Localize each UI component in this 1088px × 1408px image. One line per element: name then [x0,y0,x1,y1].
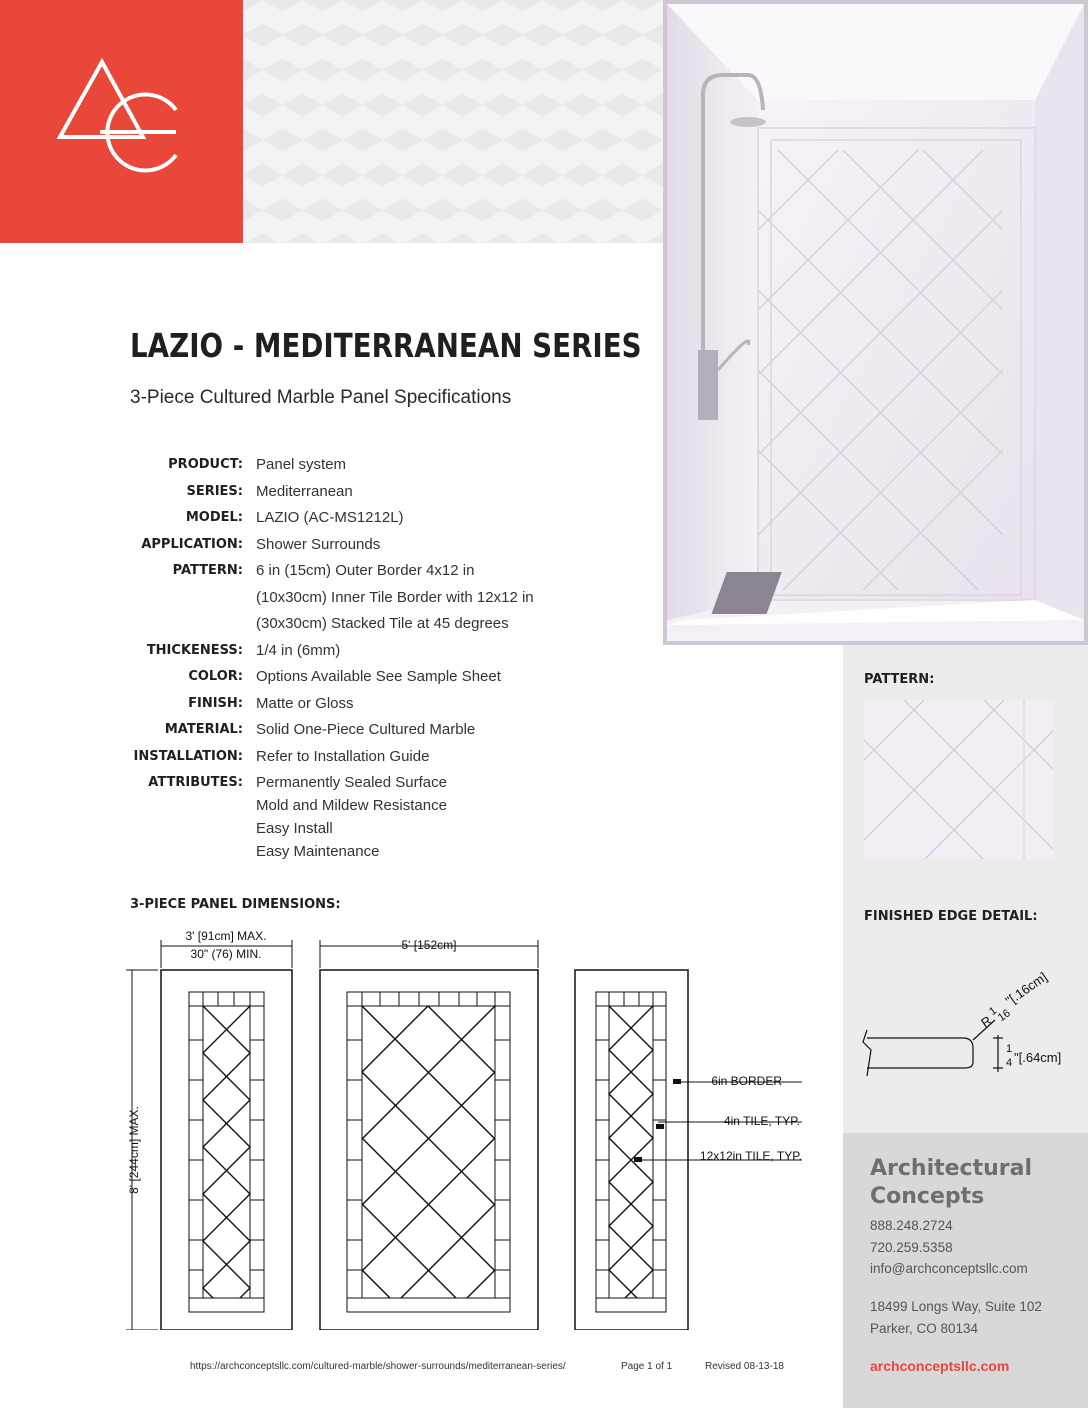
company-name [870,1155,1032,1211]
edge-radius-num: 1 [987,1004,999,1019]
edge-radius-prefix: R [978,1012,995,1031]
spec-value: (10x30cm) Inner Tile Border with 12x12 in [256,588,534,606]
spec-label: FINISH: [188,695,243,711]
page-title: LAZIO - MEDITERRANEAN SERIES [130,326,642,365]
spec-row-attributes [100,770,640,863]
brand-logo-block [0,0,243,243]
spec-row-model [100,505,640,532]
spec-label: SERIES: [186,483,243,499]
footer-page: Page 1 of 1 [621,1361,673,1372]
header-pattern-band [243,0,663,243]
spec-value: Panel system [256,456,347,473]
dimensions-heading: 3-PIECE PANEL DIMENSIONS: [130,897,341,912]
spec-value: Easy Install [256,820,333,837]
edge-thick-unit: "[.64cm] [1014,1050,1062,1065]
page-subtitle: 3-Piece Cultured Marble Panel Specifications [130,387,512,408]
edge-detail-heading: FINISHED EDGE DETAIL: [864,909,1038,924]
spec-label: MODEL: [185,510,243,525]
spec-label: COLOR: [188,669,243,684]
spec-value: Refer to Installation Guide [256,747,430,765]
spec-value: Matte or Gloss [256,694,354,712]
edge-detail-drawing [855,960,1075,1080]
address-line2: Parker, CO 80134 [870,1320,979,1336]
spec-row-installation [100,744,640,771]
tile-callout: 4in TILE, TYP. [723,1114,800,1128]
spec-value: 1/4 in (6mm) [256,641,341,659]
edge-radius-den: 16 [995,1007,1013,1025]
spec-row-application [100,532,640,559]
spec-value: Mediterranean [256,482,353,500]
spec-value: LAZIO (AC-MS1212L) [256,509,404,526]
spec-row-series [100,479,640,506]
company-name-line2: Concepts [870,1184,985,1209]
border-callout: 6in BORDER [711,1074,782,1088]
spec-row-thickness [100,638,640,665]
edge-thick-den: 4 [1006,1057,1013,1069]
pattern-swatch-image [864,700,1053,859]
email-link[interactable]: info@archconceptsllc.com [870,1261,1028,1276]
product-photo [663,0,1088,645]
contact-phone-email [870,1215,1028,1280]
spec-row-color [100,664,640,691]
phone-1[interactable]: 888.248.2724 [870,1218,953,1233]
spec-value: 6 in (15cm) Outer Border 4x12 in [256,562,475,579]
spec-row-finish [100,691,640,718]
spec-value: Easy Maintenance [256,843,380,860]
contact-address [870,1296,1042,1339]
side-width-min-label: 30" (76) MIN. [190,947,262,961]
spec-label: MATERIAL: [164,722,243,737]
edge-thick-num: 1 [1006,1043,1013,1055]
height-label: 8' [244cm] MAX. [127,1106,141,1194]
spec-value: Options Available See Sample Sheet [256,668,501,685]
spec-row-pattern [100,558,640,638]
spec-label: ATTRIBUTES: [148,775,243,790]
spec-label: INSTALLATION: [133,748,243,764]
spec-value: Shower Surrounds [256,535,381,553]
spec-label: PATTERN: [172,563,243,578]
spec-row-material [100,717,640,744]
svg-text:R 1 16 "[.16 [975,967,1055,1033]
panel-dimension-drawing [110,920,820,1330]
spec-row-product [100,452,640,479]
spec-value: (30x30cm) Stacked Tile at 45 degrees [256,615,509,632]
spec-value: Solid One-Piece Cultured Marble [256,721,476,738]
tile12-callout: 12x12in TILE, TYP. [699,1149,802,1163]
company-name-line1: Architectural [870,1156,1033,1181]
back-width-label: 5' [152cm] [401,938,457,952]
side-width-max-label: 3' [91cm] MAX. [185,929,267,943]
address-line1: 18499 Longs Way, Suite 102 [870,1299,1042,1314]
pattern-heading: PATTERN: [864,672,935,687]
phone-2[interactable]: 720.259.5358 [870,1239,953,1255]
spec-value: Permanently Sealed Surface [256,774,447,791]
website-link[interactable]: archconceptsllc.com [870,1358,1010,1374]
footer-url[interactable]: https://archconceptsllc.com/cultured-marble/shower-surrounds/mediterranean-series/ [190,1361,566,1372]
spec-label: APPLICATION: [141,536,243,552]
edge-radius-unit: "[.16cm] [1002,969,1050,1009]
spec-label: THICKENESS: [146,642,243,658]
spec-table [100,452,640,863]
spec-value: Mold and Mildew Resistance [256,797,447,814]
ac-logo-icon [0,0,243,243]
spec-label: PRODUCT: [168,457,243,472]
footer-revised: Revised 08-13-18 [705,1361,784,1372]
